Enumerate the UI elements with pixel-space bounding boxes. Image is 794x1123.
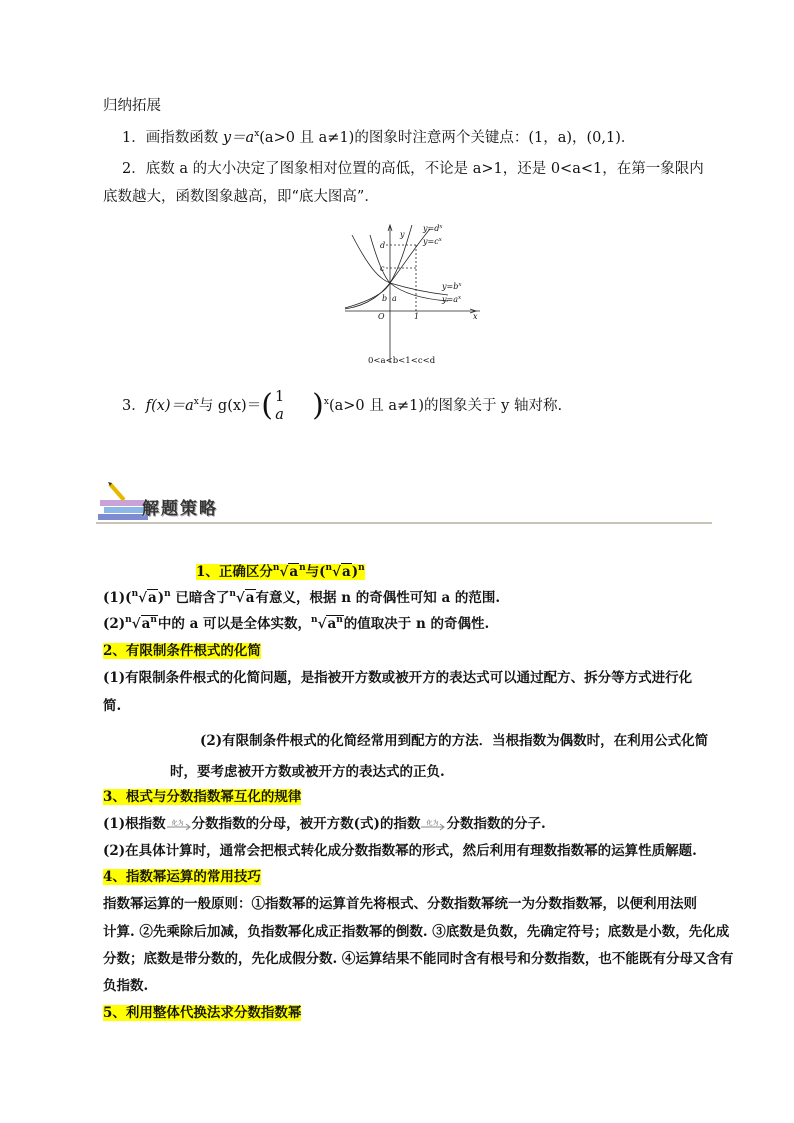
summary-title: 归纳拓展 <box>103 98 161 114</box>
strategy-2-para-2-line1: (2)有限制条件根式的化简经常用到配方的方法．当根指数为偶数时，在利用公式化简 <box>200 733 709 749</box>
origin-label: O <box>378 312 385 321</box>
x-axis-label: x <box>473 312 478 321</box>
point-b-label: b <box>382 294 388 303</box>
strategy-2-para-1-line2: 简. <box>103 698 122 714</box>
point-a-label: a <box>392 294 397 303</box>
heading-4: 4、指数幂运算的常用技巧 <box>103 869 261 885</box>
strategy-1-para-1: $(1)(^n√a)^n$ 已暗含了$^n$√a有意义，根据 n 的奇偶性可知 a 的范围. <box>103 589 501 606</box>
arrow-to-icon: 化为 <box>166 818 192 832</box>
y-axis-label: y <box>400 230 405 239</box>
summary-item-3: 3．$f(x)=a^x$与 g(x)＝( 1 a )$^x$(a>0 且 a≠1)的图象关于 y 轴对称. <box>122 388 563 423</box>
strategy-2-para-2-line2: 时，要考虑被开方数或被开方的表达式的正负. <box>170 764 445 780</box>
summary-item-2-line1: 2．底数 a 的大小决定了图象相对位置的高低，不论是 a>1，还是 0<a<1，在第一象限内 <box>122 161 704 177</box>
strategy-4-line4: 负指数. <box>103 978 149 994</box>
strategy-4-line2: 计算. ②先乘除后加减，负指数幂化成正指数幂的倒数. ③底数是负数，先确定符号；底数是小数，先化成 <box>103 924 730 940</box>
strategy-1-para-2: $(2)^n√a^n$中的 a 可以是全体实数，$^n√a^n$的值取决于 n 的奇偶性. <box>103 615 490 632</box>
strategy-3-para-2: (2)在具体计算时，通常会把根式转化成分数指数幂的形式，然后利用有理数指数幂的运算性质解题. <box>103 843 697 859</box>
point-c-label: c <box>380 264 385 273</box>
heading-3: 3、根式与分数指数幂互化的规律 <box>103 789 302 805</box>
strategy-3-para-1: (1)根指数 化为 分数指数的分母，被开方数(式)的指数 化为 分数指数的分子. <box>103 816 546 832</box>
heading-5: 5、利用整体代换法求分数指数幂 <box>103 1005 302 1021</box>
strategy-2-para-1-line1: (1)有限制条件根式的化简问题，是指被开方数或被开方的表达式可以通过配方、拆分等方式进行化 <box>103 670 693 686</box>
summary-item-2-line2: 底数越大，函数图象越高，即“底大图高”． <box>103 189 379 205</box>
heading-2: 2、有限制条件根式的化简 <box>103 643 261 659</box>
heading-1: 1、正确区分$^n√a^n$与$(^n√a)^n$ <box>196 563 365 580</box>
curve-label-b: $y=b^x$ <box>442 282 462 291</box>
exponential-graph <box>330 215 490 375</box>
one-label: 1 <box>414 312 420 321</box>
arrow-to-icon-2: 化为 <box>420 818 446 832</box>
summary-item-1: 1．画指数函数 $y=a^x(a>0$ 且 a≠1)的图象时注意两个关键点：(1，a)，(0,1)． <box>122 129 636 146</box>
fraction-1-over-a: 1 a <box>274 389 285 423</box>
curve-label-a: $y=a^x$ <box>442 295 462 304</box>
section-title: 解题策略 <box>142 499 218 519</box>
curve-label-d: $y=d^x$ <box>423 224 443 233</box>
section-banner <box>96 480 716 528</box>
strategy-4-line1: 指数幂运算的一般原则：①指数幂的运算首先将根式、分数指数幂统一为分数指数幂，以便利用法则 <box>103 896 697 912</box>
curve-label-c: $y=c^x$ <box>423 237 442 246</box>
graph-caption: 0<a<b<1<c<d <box>368 356 436 366</box>
strategy-4-line3: 分数；底数是带分数的，先化成假分数. ④运算结果不能同时含有根号和分数指数，也不能既有分母又含有 <box>103 951 734 967</box>
point-d-label: d <box>380 241 386 250</box>
section-divider <box>96 522 712 524</box>
